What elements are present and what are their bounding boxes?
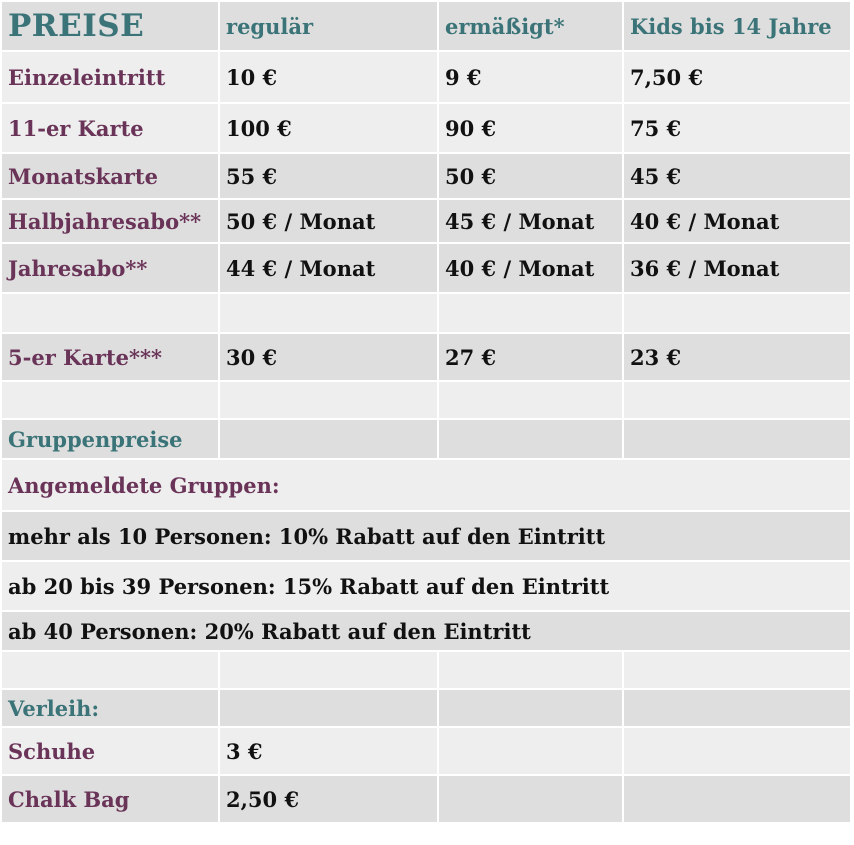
spacer-row — [2, 382, 850, 418]
groups-subtitle: Angemeldete Gruppen: — [2, 460, 850, 510]
group-discount-text: mehr als 10 Personen: 10% Rabatt auf den Eintritt — [2, 512, 850, 560]
group-discount-row — [2, 612, 850, 650]
groups-subtitle-row — [2, 460, 850, 510]
spacer-row — [2, 294, 850, 332]
group-discount-row — [2, 512, 850, 560]
price-row-five-card — [2, 334, 850, 380]
spacer-row — [2, 652, 850, 688]
price-kids: 45 € — [624, 154, 850, 198]
group-discount-text: ab 40 Personen: 20% Rabatt auf den Eintritt — [2, 612, 850, 650]
price-row — [2, 154, 850, 198]
rental-price: 3 € — [220, 728, 437, 774]
rental-row — [2, 776, 850, 822]
price-kids: 7,50 € — [624, 52, 850, 102]
rental-label: Schuhe — [2, 728, 218, 774]
price-regular: 55 € — [220, 154, 437, 198]
column-header-regular: regulär — [220, 2, 437, 50]
section-title-groups: Gruppenpreise — [2, 420, 218, 458]
price-row — [2, 200, 850, 242]
price-kids: 36 € / Monat — [624, 244, 850, 292]
price-label: Einzeleintritt — [2, 52, 218, 102]
price-regular: 30 € — [220, 334, 437, 380]
price-label: Monatskarte — [2, 154, 218, 198]
price-kids: 23 € — [624, 334, 850, 380]
price-regular: 44 € / Monat — [220, 244, 437, 292]
column-header-kids: Kids bis 14 Jahre — [624, 2, 850, 50]
section-header-row — [2, 690, 850, 726]
price-label: 5-er Karte*** — [2, 334, 218, 380]
price-reduced: 45 € / Monat — [439, 200, 622, 242]
group-discount-text: ab 20 bis 39 Personen: 15% Rabatt auf den Eintritt — [2, 562, 850, 610]
column-header-reduced: ermäßigt* — [439, 2, 622, 50]
price-reduced: 40 € / Monat — [439, 244, 622, 292]
price-reduced: 90 € — [439, 104, 622, 152]
section-title-rental: Verleih: — [2, 690, 218, 726]
price-table — [2, 2, 850, 824]
price-reduced: 9 € — [439, 52, 622, 102]
price-reduced: 27 € — [439, 334, 622, 380]
price-row — [2, 52, 850, 102]
price-regular: 100 € — [220, 104, 437, 152]
price-kids: 40 € / Monat — [624, 200, 850, 242]
price-regular: 10 € — [220, 52, 437, 102]
price-row — [2, 244, 850, 292]
price-label: 11-er Karte — [2, 104, 218, 152]
page-title: PREISE — [2, 2, 218, 50]
price-reduced: 50 € — [439, 154, 622, 198]
rental-row — [2, 728, 850, 774]
price-regular: 50 € / Monat — [220, 200, 437, 242]
rental-price: 2,50 € — [220, 776, 437, 822]
rental-label: Chalk Bag — [2, 776, 218, 822]
header-row — [2, 2, 850, 50]
price-kids: 75 € — [624, 104, 850, 152]
group-discount-row — [2, 562, 850, 610]
price-label: Jahresabo** — [2, 244, 218, 292]
price-row — [2, 104, 850, 152]
section-header-row — [2, 420, 850, 458]
price-label: Halbjahresabo** — [2, 200, 218, 242]
